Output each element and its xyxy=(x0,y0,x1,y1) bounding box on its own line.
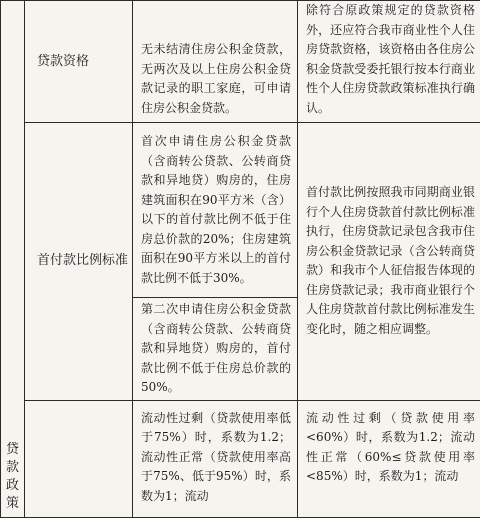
section-char: 政 xyxy=(1,477,24,495)
section-char: 款 xyxy=(1,459,24,477)
down-payment-new-policy: 首付款比例按照我市同期商业银行个人住房贷款首付款比例标准执行，住房贷款记录包含我市住房公积金贷款记录（含公转商贷款）和我市个人征信报告体现的住房贷款记录；我市商业银行个人住房贷款首付款比例标准发生变化时，随之相应调整。 xyxy=(298,123,480,401)
eligibility-original-policy: 无未结清住房公积金贷款，无两次及以上住房公积金贷款记录的职工家庭，可申请住房公积金贷款。 xyxy=(133,1,298,123)
section-char: 贷 xyxy=(1,441,24,459)
section-label-loan-policy xyxy=(1,1,25,518)
row-label-liquidity xyxy=(25,400,133,517)
eligibility-new-policy: 除符合原政策规定的贷款资格外，还应符合我市商业性个人住房贷款资格，该资格由各住房公积金贷款受委托银行按本行商业性个人住房贷款政策标准执行确认。 xyxy=(298,1,480,123)
table-row-down-payment xyxy=(1,123,480,298)
section-char: 策 xyxy=(1,495,24,513)
down-payment-second-loan: 第二次申请住房公积金贷款（含商转公贷款、公转商贷款和异地贷）购房的，首付款比例不低于住房总价款的50%。 xyxy=(133,298,298,401)
row-label-eligibility: 贷款资格 xyxy=(25,1,133,123)
liquidity-new-policy: 流动性过剩（贷款使用率<60%）时，系数为1.2；流动性正常（60%≤贷款使用率<85%）时，系数为1；流动 xyxy=(298,400,480,517)
table-row-liquidity xyxy=(1,400,480,517)
liquidity-original-policy: 流动性过剩（贷款使用率低于75%）时，系数为1.2；流动性正常（贷款使用率高于75%、低于95%）时，系数为1；流动 xyxy=(133,400,298,517)
table-row-eligibility xyxy=(1,1,480,123)
down-payment-first-loan: 首次申请住房公积金贷款（含商转公贷款、公转商贷款和异地贷）购房的，住房建筑面积在90平方米（含）以下的首付款比例不低于住房总价款的20%；住房建筑面积在90平方米以上的首付款比例不低于30%。 xyxy=(133,123,298,298)
row-label-down-payment: 首付款比例标准 xyxy=(25,123,133,401)
